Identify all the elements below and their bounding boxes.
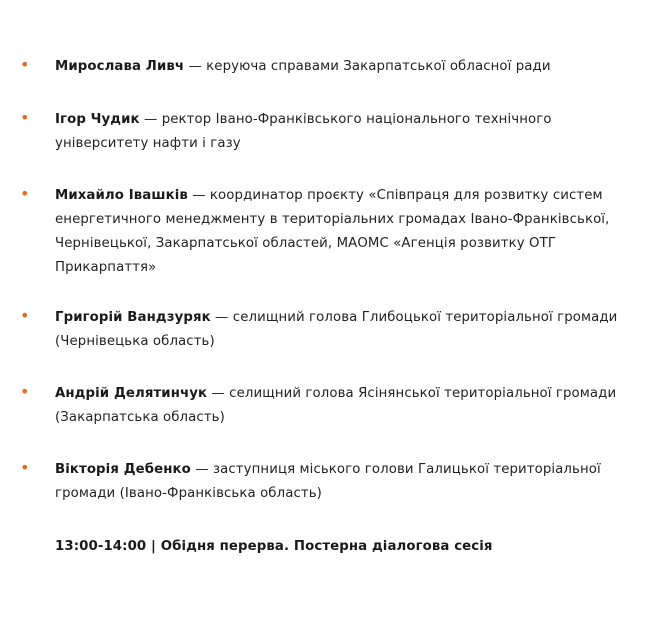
speaker-role: — керуюча справами Закарпатської обласної ради bbox=[184, 59, 551, 74]
bullet-icon: • bbox=[20, 458, 30, 477]
bullet-icon: • bbox=[20, 382, 30, 401]
speaker-text bbox=[55, 55, 630, 79]
speaker-text bbox=[55, 306, 630, 354]
speaker-name: Андрій Делятинчук bbox=[55, 386, 208, 401]
speaker-name: Ігор Чудик bbox=[55, 112, 140, 127]
speaker-role: — ректор Івано-Франківського національного технічного університету нафти і газу bbox=[55, 112, 552, 151]
session-time: 13:00-14:00 bbox=[55, 539, 147, 554]
session-title: Обідня перерва. Постерна діалогова сесія bbox=[160, 539, 493, 554]
speaker-role: — селищний голова Глибоцької територіальної громади (Чернівецька область) bbox=[55, 310, 618, 349]
speaker-text bbox=[55, 382, 630, 430]
speaker-name: Михайло Івашків bbox=[55, 188, 188, 203]
bullet-icon: • bbox=[20, 55, 30, 74]
speaker-name: Мирослава Ливч bbox=[55, 59, 185, 74]
bullet-icon: • bbox=[20, 184, 30, 203]
session-heading bbox=[55, 535, 493, 559]
speaker-text bbox=[55, 184, 630, 280]
speaker-name: Григорій Вандзуряк bbox=[55, 310, 211, 325]
bullet-icon: • bbox=[20, 306, 30, 325]
speaker-role: — координатор проєкту «Співпраця для розвитку систем енергетичного менеджменту в територіальних громадах Івано-Франківської, Чернівецької, Закарпатської областей, МАОМС «Агенція розвитку ОТГ Прикарпаття» bbox=[55, 188, 610, 275]
session-separator: | bbox=[146, 539, 161, 554]
speaker-text bbox=[55, 108, 630, 156]
bullet-icon: • bbox=[20, 108, 30, 127]
speaker-text bbox=[55, 458, 630, 506]
speaker-role: — селищний голова Ясінянської територіальної громади (Закарпатська область) bbox=[55, 386, 617, 425]
speaker-name: Вікторія Дебенко bbox=[55, 462, 191, 477]
speaker-role: — заступниця міського голови Галицької територіальної громади (Івано-Франківська область) bbox=[55, 462, 601, 501]
